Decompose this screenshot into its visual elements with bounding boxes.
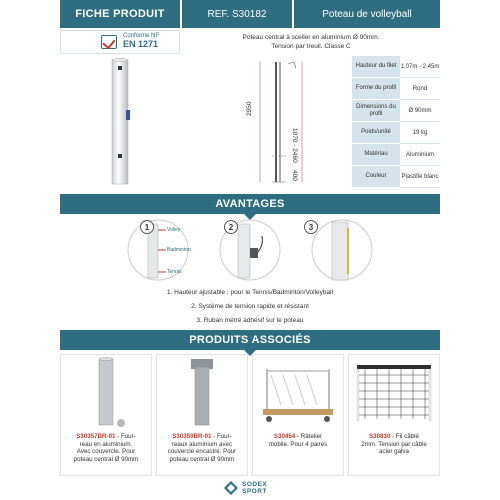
- product-code: S30359BR-01: [172, 433, 212, 440]
- description-line: Tension par treuil. Classe C: [271, 43, 351, 50]
- spec-value: 1.07m - 2.45m: [400, 56, 440, 78]
- dimension-bottom: 400: [291, 170, 298, 181]
- header-bar: [60, 0, 440, 28]
- product-code: S30357BR-01: [76, 433, 116, 440]
- spec-value: Ø 90mm: [400, 100, 440, 122]
- brand-logo: [220, 478, 290, 498]
- dimension-total: 2950: [246, 101, 253, 116]
- advantages-header: AVANTAGES: [60, 194, 440, 214]
- product-text: poteau central Ø 90mm: [169, 455, 235, 463]
- spec-row: [352, 56, 440, 78]
- advantage-number: 3: [304, 220, 318, 234]
- spec-row: [352, 100, 440, 122]
- spec-label: Hauteur du filet: [352, 56, 400, 78]
- product-caption: [63, 433, 149, 463]
- spec-row: [352, 78, 440, 100]
- product-description: [182, 30, 440, 54]
- related-product-card[interactable]: [348, 354, 440, 476]
- header-fiche-label: FICHE PRODUIT: [60, 0, 180, 28]
- brand-name-line: SPORT: [242, 488, 267, 495]
- related-products-header: PRODUITS ASSOCIÉS: [60, 330, 440, 350]
- product-caption: [255, 433, 341, 448]
- product-caption: [351, 433, 437, 456]
- product-text: - Fil câblé: [390, 433, 419, 440]
- product-image-sleeve-cover: [157, 355, 247, 431]
- product-caption: [159, 433, 245, 463]
- spec-value: 19 kg: [400, 122, 440, 144]
- product-text: - Râtelier: [295, 433, 323, 440]
- advantage-item: 3. Ruban métré adhésif sur le poteau: [196, 317, 304, 324]
- product-text: couvercle encastré. Pour: [167, 448, 237, 456]
- checkbox-icon: [101, 35, 117, 49]
- advantage-item: 1. Hauteur ajustable : pour le Tennis/Badminton/Volleyball: [166, 289, 334, 296]
- spec-table: [352, 56, 440, 188]
- product-text: Avec couvercle. Pour: [76, 448, 136, 456]
- product-image-rack: [253, 355, 343, 431]
- advantage-image-ruler: [310, 218, 374, 282]
- label-volley: Volley: [167, 227, 181, 233]
- label-badminton: Badminton: [167, 247, 191, 253]
- related-product-card[interactable]: [60, 354, 152, 476]
- advantage-item: 2. Système de tension rapide et résistant: [191, 303, 309, 310]
- spec-row: [352, 166, 440, 188]
- pole-image: [60, 56, 180, 188]
- sodex-logo-icon: [224, 481, 238, 495]
- conformity-box: [60, 30, 180, 54]
- product-text: - Four-: [211, 433, 232, 440]
- advantage-number: 2: [224, 220, 238, 234]
- advantage-number: 1: [140, 220, 154, 234]
- product-text: mobile. Pour 4 paires: [268, 440, 328, 448]
- spec-label: Forme du profil: [352, 78, 400, 100]
- product-text: reau en aluminium.: [79, 440, 133, 448]
- brand-name: [242, 481, 267, 495]
- product-text: - Four-: [115, 433, 136, 440]
- technical-drawing: [182, 56, 350, 188]
- product-image-net: [349, 355, 439, 431]
- spec-value: Aluminium: [400, 144, 440, 166]
- conformity-label: Conforme NF: [123, 33, 160, 39]
- spec-label: Poids/unité: [352, 122, 400, 144]
- header-reference: REF. S30182: [182, 0, 292, 28]
- product-image-sleeve: [61, 355, 151, 431]
- product-code: S30454: [273, 433, 296, 440]
- label-tennis: Tennis: [167, 269, 182, 275]
- product-text: poteau central Ø 90mm: [73, 455, 139, 463]
- spec-row: [352, 144, 440, 166]
- dimension-range: 1070 - 2460: [291, 128, 298, 163]
- advantages-list: [60, 286, 440, 328]
- spec-value: Rond: [400, 78, 440, 100]
- description-line: Poteau central à sceller en aluminium Ø 90mm.: [242, 34, 380, 41]
- product-text: reaux aluminium avec: [171, 440, 233, 448]
- spec-value: Plastifié blanc: [400, 166, 440, 188]
- product-sheet: [60, 0, 440, 500]
- conformity-norm: EN 1271: [123, 39, 159, 49]
- related-product-card[interactable]: [156, 354, 248, 476]
- product-code: S30830: [369, 433, 391, 440]
- related-product-card[interactable]: [252, 354, 344, 476]
- header-product-title: Poteau de volleyball: [294, 0, 440, 28]
- product-text: 2mm. Tension par câble: [361, 440, 427, 448]
- spec-row: [352, 122, 440, 144]
- spec-label: Dimensions du profil: [352, 100, 400, 122]
- product-text: acier galva: [379, 448, 409, 456]
- brand-name-line: SODEX: [242, 481, 268, 488]
- spec-label: Matériau: [352, 144, 400, 166]
- spec-label: Couleur: [352, 166, 400, 188]
